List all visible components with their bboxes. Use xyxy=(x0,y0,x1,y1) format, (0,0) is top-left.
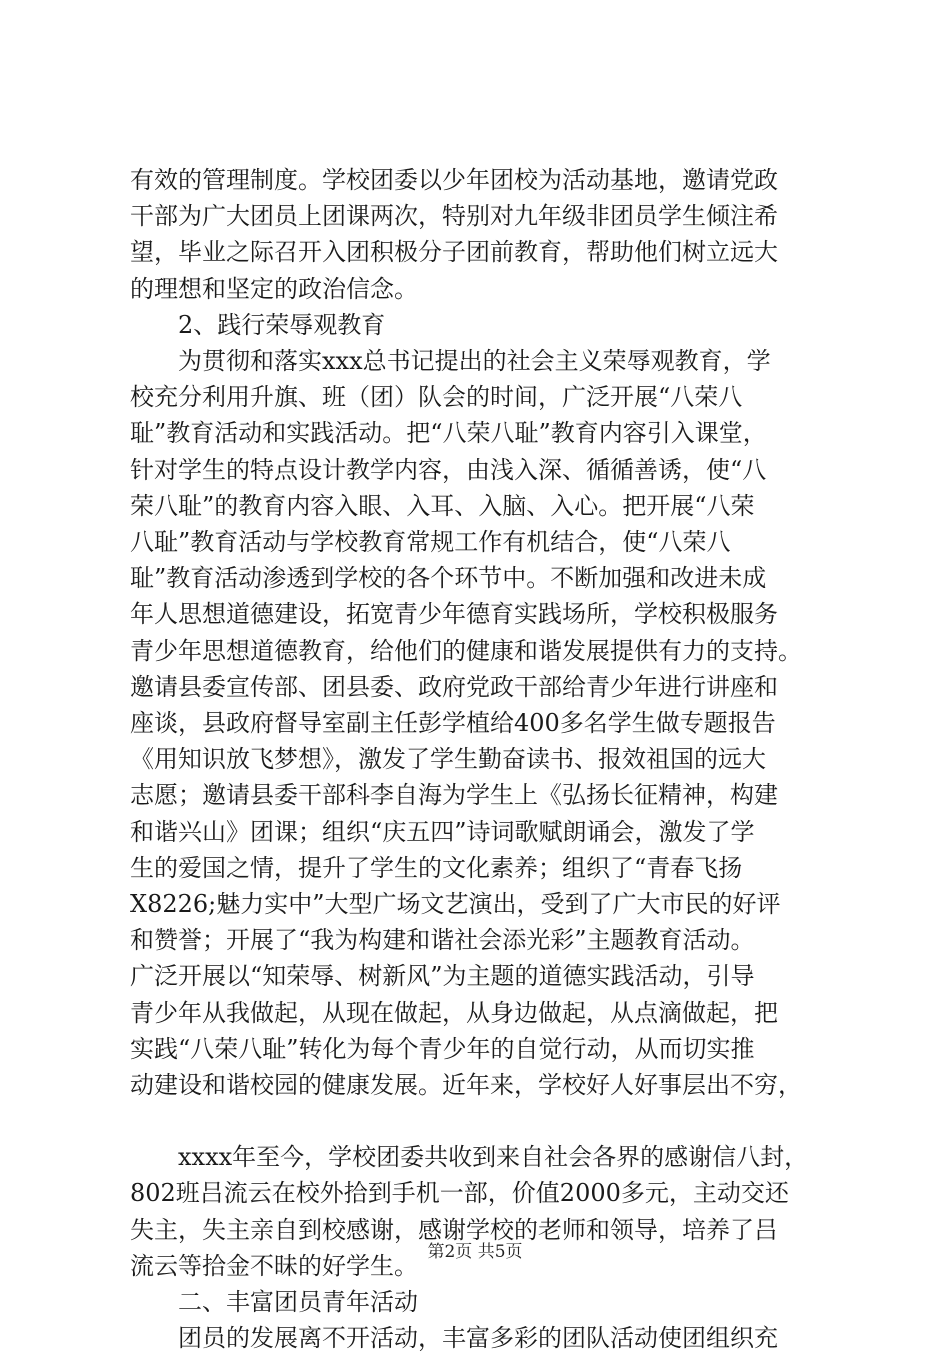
text-line: 广泛开展以“知荣辱、树新风”为主题的道德实践活动，引导 xyxy=(130,962,755,991)
text-line: X8226;魅力实中”大型广场文艺演出，受到了广大市民的好评 xyxy=(130,890,781,918)
text-line: 干部为广大团员上团课两次，特别对九年级非团员学生倾注希 xyxy=(130,202,778,231)
text-line: 望，毕业之际召开入团积极分子团前教育，帮助他们树立远大 xyxy=(130,238,778,267)
text-line: 有效的管理制度。学校团委以少年团校为活动基地，邀请党政 xyxy=(130,166,778,194)
section-heading: 2、践行荣辱观教育 xyxy=(178,310,386,339)
text-line: 实践“八荣八耻”转化为每个青少年的自觉行动，从而切实推 xyxy=(130,1034,755,1063)
section-heading: 二、丰富团员青年活动 xyxy=(178,1288,418,1316)
text-line: 失主，失主亲自到校感谢，感谢学校的老师和领导，培养了吕 xyxy=(130,1215,778,1244)
text-line: 为贯彻和落实xxx总书记提出的社会主义荣辱观教育，学 xyxy=(178,347,771,375)
text-line: 青少年从我做起，从现在做起，从身边做起，从点滴做起，把 xyxy=(130,998,778,1027)
text-line: 生的爱国之情，提升了学生的文化素养；组织了“青春飞扬 xyxy=(130,853,743,882)
text-line: 动建设和谐校园的健康发展。近年来，学校好人好事层出不穷， xyxy=(130,1071,802,1099)
text-line: 和谐兴山》团课；组织“庆五四”诗词歌赋朗诵会，激发了学 xyxy=(130,817,755,846)
text-line: xxxx年至今，学校团委共收到来自社会各界的感谢信八封， xyxy=(178,1143,809,1172)
text-line: 八耻”教育活动与学校教育常规工作有机结合，使“八荣八 xyxy=(130,528,731,556)
text-line: 荣八耻”的教育内容入眼、入耳、入脑、入心。把开展“八荣 xyxy=(130,491,755,520)
text-line: 团员的发展离不开活动，丰富多彩的团队活动使团组织充 xyxy=(178,1324,778,1353)
text-line: 和赞誉；开展了“我为构建和谐社会添光彩”主题教育活动。 xyxy=(130,926,755,955)
text-line: 校充分利用升旗、班（团）队会的时间，广泛开展“八荣八 xyxy=(130,383,743,412)
text-line: 耻”教育活动和实践活动。把“八荣八耻”教育内容引入课堂， xyxy=(130,419,767,448)
page-number: 第2页 共5页 xyxy=(427,1242,523,1262)
text-line: 邀请县委宣传部、团县委、政府党政干部给青少年进行讲座和 xyxy=(130,672,778,701)
text-line: 年人思想道德建设，拓宽青少年德育实践场所，学校积极服务 xyxy=(130,600,778,629)
text-line: 的理想和坚定的政治信念。 xyxy=(130,274,418,303)
text-line: 针对学生的特点设计教学内容，由浅入深、循循善诱，使“八 xyxy=(130,455,767,484)
text-line: 耻”教育活动渗透到学校的各个环节中。不断加强和改进未成 xyxy=(130,564,767,593)
text-line: 《用知识放飞梦想》，激发了学生勤奋读书、报效祖国的远大 xyxy=(130,745,766,774)
text-line: 青少年思想道德教育，给他们的健康和谐发展提供有力的支持。 xyxy=(130,636,802,665)
text-line: 802班吕流云在校外拾到手机一部，价值2000多元，主动交还 xyxy=(130,1179,789,1208)
text-line: 志愿；邀请县委干部科李自海为学生上《弘扬长征精神，构建 xyxy=(130,781,778,810)
text-line: 流云等拾金不昧的好学生。 xyxy=(130,1251,418,1280)
text-line: 座谈，县政府督导室副主任彭学植给400多名学生做专题报告 xyxy=(130,709,776,737)
